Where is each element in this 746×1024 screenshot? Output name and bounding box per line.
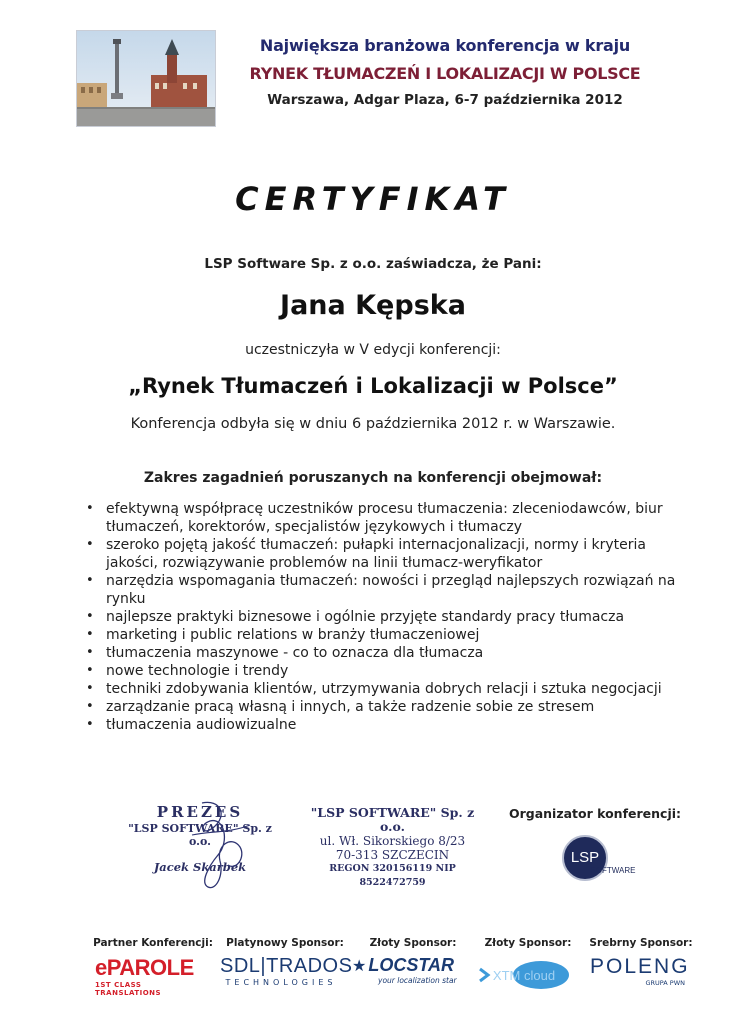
sponsor-label-silver: Srebrny Sponsor: — [589, 937, 693, 949]
xtm-cloud-logo — [476, 955, 576, 1000]
conference-name: „Rynek Tłumaczeń i Lokalizacji w Polsce” — [128, 374, 618, 398]
topics-list — [86, 500, 686, 734]
stamp-street: ul. Wł. Sikorskiego 8/23 — [319, 834, 466, 848]
sponsor-label-gold-1: Złoty Sponsor: — [369, 937, 457, 949]
scope-heading: Zakres zagadnień poruszanych na konferencji obejmował: — [143, 470, 603, 486]
poleng-logo — [590, 955, 690, 1000]
president-name: Jacek Skarbek — [153, 860, 247, 874]
stamp-company-name: "LSP SOFTWARE" Sp. z o.o. — [310, 805, 475, 834]
sdl-trados-logo — [220, 955, 353, 1000]
list-item: • narzędzia wspomagania tłumaczeń: nowości i przegląd najlepszych rozwiązań na rynku — [86, 572, 686, 608]
sponsor-label-gold-2: Złoty Sponsor: — [484, 937, 572, 949]
list-item: • nowe technologie i trendy — [86, 662, 686, 680]
list-item: • tłumaczenia audiowizualne — [86, 716, 686, 734]
poleng-sub: GRUPA PWN — [645, 979, 685, 987]
stamp-ids: REGON 320156119 NIP 8522472759 — [329, 863, 456, 888]
certifies-line: LSP Software Sp. z o.o. zaświadcza, że Pani: — [204, 256, 542, 272]
organizer-label: Organizator konferencji: — [508, 806, 682, 821]
warsaw-castle-photo — [76, 30, 216, 127]
locstar-name: LOCSTAR — [368, 955, 455, 975]
eparole-name: ePAROLE — [95, 955, 194, 980]
locstar-sub: your localization star — [378, 976, 457, 985]
participation-line: uczestniczyła w V edycji konferencji: — [245, 342, 501, 358]
cloud-icon — [476, 955, 576, 995]
list-item: • techniki zdobywania klientów, utrzymywania dobrych relacji i sztuka negocjacji — [86, 680, 686, 698]
list-item: • zarządzanie pracą własną i innych, a także radzenie sobie ze stresem — [86, 698, 686, 716]
lsp-software-logo — [555, 832, 645, 882]
header-conference-name: RYNEK TŁUMACZEŃ I LOKALIZACJI W POLSCE — [249, 64, 641, 83]
poleng-name: POLENG — [590, 955, 690, 978]
handwritten-signature — [180, 795, 260, 895]
header-tagline: Największa branżowa konferencja w kraju — [259, 36, 631, 55]
list-item: • najlepsze praktyki biznesowe i ogólnie przyjęte standardy pracy tłumacza — [86, 608, 686, 626]
president-title: PREZES — [156, 803, 244, 821]
list-item: • efektywną współpracę uczestników procesu tłumaczenia: zleceniodawców, biur tłumaczeń, korektorów, specjalistów językowych i tłumaczy — [86, 500, 686, 536]
conference-date-line: Konferencja odbyła się w dniu 6 października 2012 r. w Warszawie. — [130, 416, 616, 432]
logo-sub: SOFTWARE — [590, 866, 636, 875]
list-item: • tłumaczenia maszynowe - co to oznacza dla tłumacza — [86, 644, 686, 662]
sdl-trados-name: SDL|TRADOS — [220, 955, 353, 977]
xtm-name: XTM cloud — [492, 968, 556, 983]
sdl-trados-sub: TECHNOLOGIES — [225, 978, 337, 987]
eparole-sub: 1ST CLASS TRANSLATIONS — [95, 981, 162, 997]
recipient-name: Jana Kępska — [280, 290, 466, 321]
eparole-logo — [95, 955, 210, 1000]
sponsor-label-platinum: Platynowy Sponsor: — [226, 937, 344, 949]
star-icon: ★ — [352, 956, 367, 975]
stamp-city: 70-313 SZCZECIN — [335, 848, 450, 862]
header-venue-date: Warszawa, Adgar Plaza, 6-7 października 2012 — [267, 92, 623, 108]
list-item: • szeroko pojętą jakość tłumaczeń: pułapki internacjonalizacji, normy i kryteria jakości, rozwiązywanie problemów na linii tłumacz-weryfikator — [86, 536, 686, 572]
list-item: • marketing i public relations w branży tłumaczeniowej — [86, 626, 686, 644]
certificate-title: CERTYFIKAT — [235, 180, 511, 218]
locstar-logo — [352, 955, 464, 1000]
president-company: "LSP SOFTWARE" Sp. z o.o. — [128, 822, 272, 848]
company-stamp — [300, 806, 485, 890]
logo-text: LSP — [570, 849, 600, 866]
sponsor-label-partner: Partner Konferencji: — [93, 937, 213, 949]
